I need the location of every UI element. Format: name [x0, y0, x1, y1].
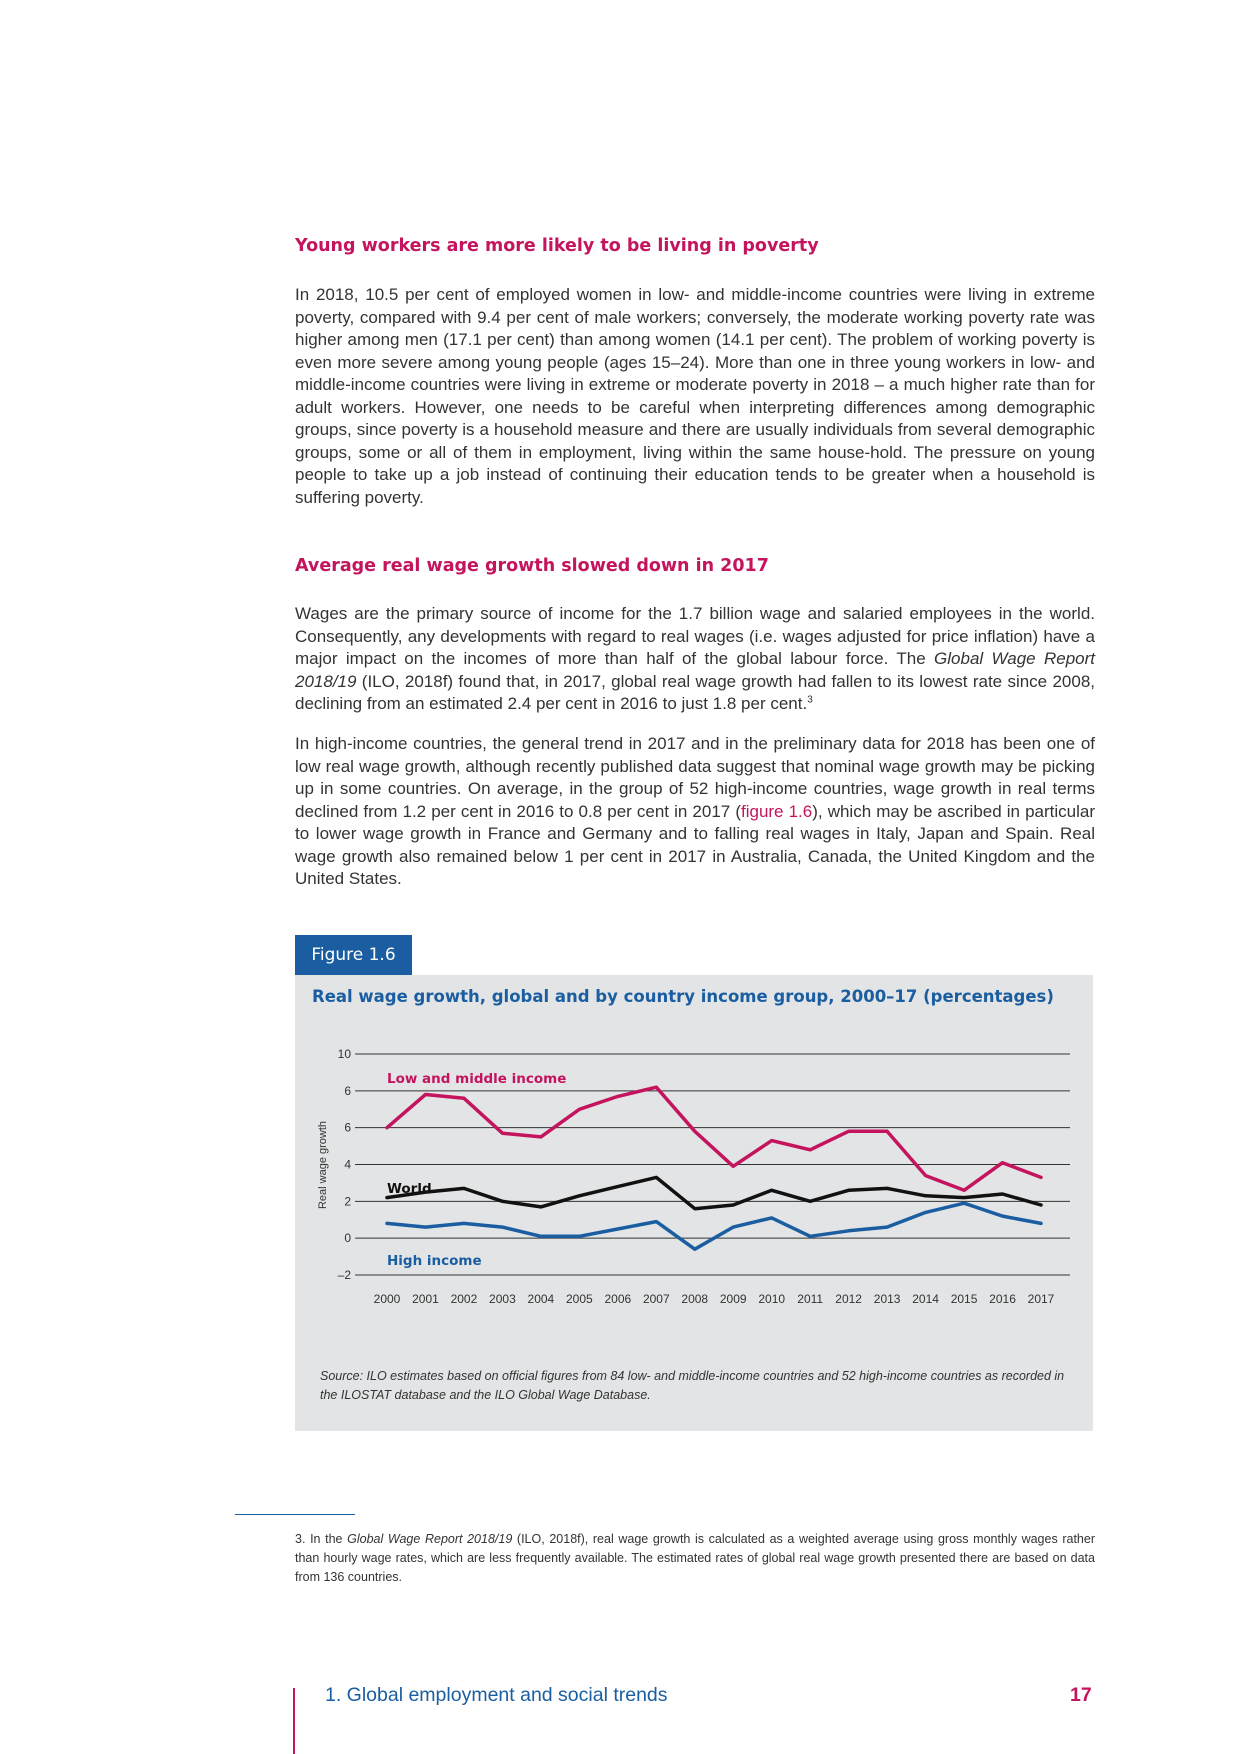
footnote-text-2: (ILO, 2018f), real wage growth is calculated as a weighted average using gross monthly wages rather than hourly wage rates, which are less frequently available. The estimated rates of global real wage growth presented there are based on data from 136 countries.: [295, 1532, 1095, 1584]
x-tick-label: 2003: [489, 1292, 516, 1306]
p1-text-2: (ILO, 2018f) found that, in 2017, global real wage growth had fallen to its lowest rate since 2008, declining from an estimated 2.4 per cent in 2016 to just 1.8 per cent.: [295, 671, 1095, 713]
figure-panel: [295, 975, 1093, 1431]
series-label-1: Low and middle income: [387, 1071, 567, 1087]
footnote-number: 3.: [295, 1532, 306, 1546]
x-tick-label: 2009: [719, 1292, 747, 1306]
x-tick-label: 2015: [950, 1292, 978, 1306]
footnote: [295, 1530, 1095, 1587]
x-tick-label: 2002: [450, 1292, 478, 1306]
x-tick-label: 2011: [797, 1292, 824, 1306]
x-tick-label: 2017: [1027, 1292, 1055, 1306]
p1-text-1: Wages are the primary source of income for the 1.7 billion wage and salaried employees in the world. Consequently, any developments with regard to real wages (i.e. wages adjusted for price inflation) have a major impact on the incomes of more than half of the global labour force. The: [295, 604, 1095, 668]
y-axis-label: Real wage growth: [317, 1120, 329, 1210]
footer-chapter: 1. Global employment and social trends: [325, 1684, 668, 1706]
footnote-report-title: Global Wage Report 2018/19: [347, 1532, 513, 1546]
x-tick-label: 2001: [412, 1292, 439, 1306]
page-number: 17: [1070, 1684, 1092, 1706]
x-tick-label: 2016: [989, 1292, 1016, 1306]
p1-report-title: Global Wage Report 2018/19: [295, 649, 1095, 691]
x-tick-label: 2007: [642, 1292, 670, 1306]
paragraph-wages-2: [295, 733, 1095, 891]
y-tick-label: 4: [344, 1157, 351, 1172]
y-tick-label: 0: [344, 1231, 351, 1246]
figure-link[interactable]: figure 1.6: [740, 801, 813, 821]
series-label-2: World: [387, 1181, 432, 1197]
paragraph-poverty: In 2018, 10.5 per cent of employed women in low- and middle-income countries were living in extreme poverty, compared with 9.4 per cent of male workers; conversely, the moderate working poverty rate was higher among men (17.1 per cent) than among women (14.1 per cent). The problem of working poverty is even more severe among young people (ages 15–24). More than one in three young workers in low- and middle-income countries were living in extreme or moderate poverty in 2018 – a much higher rate than for adult workers. However, one needs to be careful when interpreting differences among demographic groups, since poverty is a household measure and there are usually individuals from several demographic groups, some or all of them in employment, living within the same house-hold. The pressure on young people to take up a job instead of continuing their education tends to be greater when a household is suffering poverty.: [295, 285, 1095, 507]
chart-title: Real wage growth, global and by country income group, 2000–17 (percentages): [312, 987, 1054, 1006]
footer-accent-bar: [293, 1688, 295, 1754]
section-heading-poverty: Young workers are more likely to be living in poverty: [295, 236, 819, 256]
footnote-rule: [235, 1514, 355, 1515]
series-line-3: [387, 1203, 1041, 1249]
x-tick-label: 2005: [566, 1292, 593, 1306]
paragraph-wages-1: [295, 603, 1095, 716]
series-label-3: High income: [387, 1253, 482, 1269]
section-heading-wages: Average real wage growth slowed down in 2017: [295, 556, 769, 576]
y-tick-label: 6: [344, 1120, 351, 1135]
line-chart: [295, 975, 1093, 1365]
x-tick-label: 2013: [873, 1292, 901, 1306]
y-tick-label: –2: [337, 1268, 351, 1282]
x-tick-label: 2004: [527, 1292, 555, 1306]
series-line-1: [387, 1087, 1041, 1190]
x-tick-label: 2006: [604, 1292, 632, 1306]
p2-text-1: In high-income countries, the general trend in 2017 and in the preliminary data for 2018 has been one of low real wage growth, although recently published data suggest that nominal wage growth may be picking up in some countries. On average, in the group of 52 high-income countries, wage growth in real terms declined from 1.2 per cent in 2016 to 0.8 per cent in 2017 (: [295, 734, 1095, 821]
footnote-text-1: In the: [305, 1532, 348, 1546]
p2-text-2: ), which may be ascribed in particular to lower wage growth in France and Germany and to falling real wages in Italy, Japan and Spain. Real wage growth also remained below 1 per cent in 2017 in Australia, Canada, the United Kingdom and the United States.: [295, 801, 1095, 888]
x-tick-label: 2008: [681, 1292, 709, 1306]
x-tick-label: 2014: [912, 1292, 939, 1306]
x-tick-label: 2000: [373, 1292, 401, 1306]
figure-label: Figure 1.6: [295, 935, 412, 975]
x-tick-label: 2012: [835, 1292, 862, 1306]
y-tick-label: 6: [344, 1083, 351, 1098]
figure-source: Source: ILO estimates based on official figures from 84 low- and middle-income countries and 52 high-income countries as recorded in the ILOSTAT database and the ILO Global Wage Database.: [320, 1369, 1065, 1402]
y-tick-label: 2: [344, 1194, 351, 1209]
x-tick-label: 2010: [758, 1292, 786, 1306]
footnote-ref[interactable]: 3: [807, 694, 813, 706]
y-tick-label: 10: [337, 1047, 351, 1061]
